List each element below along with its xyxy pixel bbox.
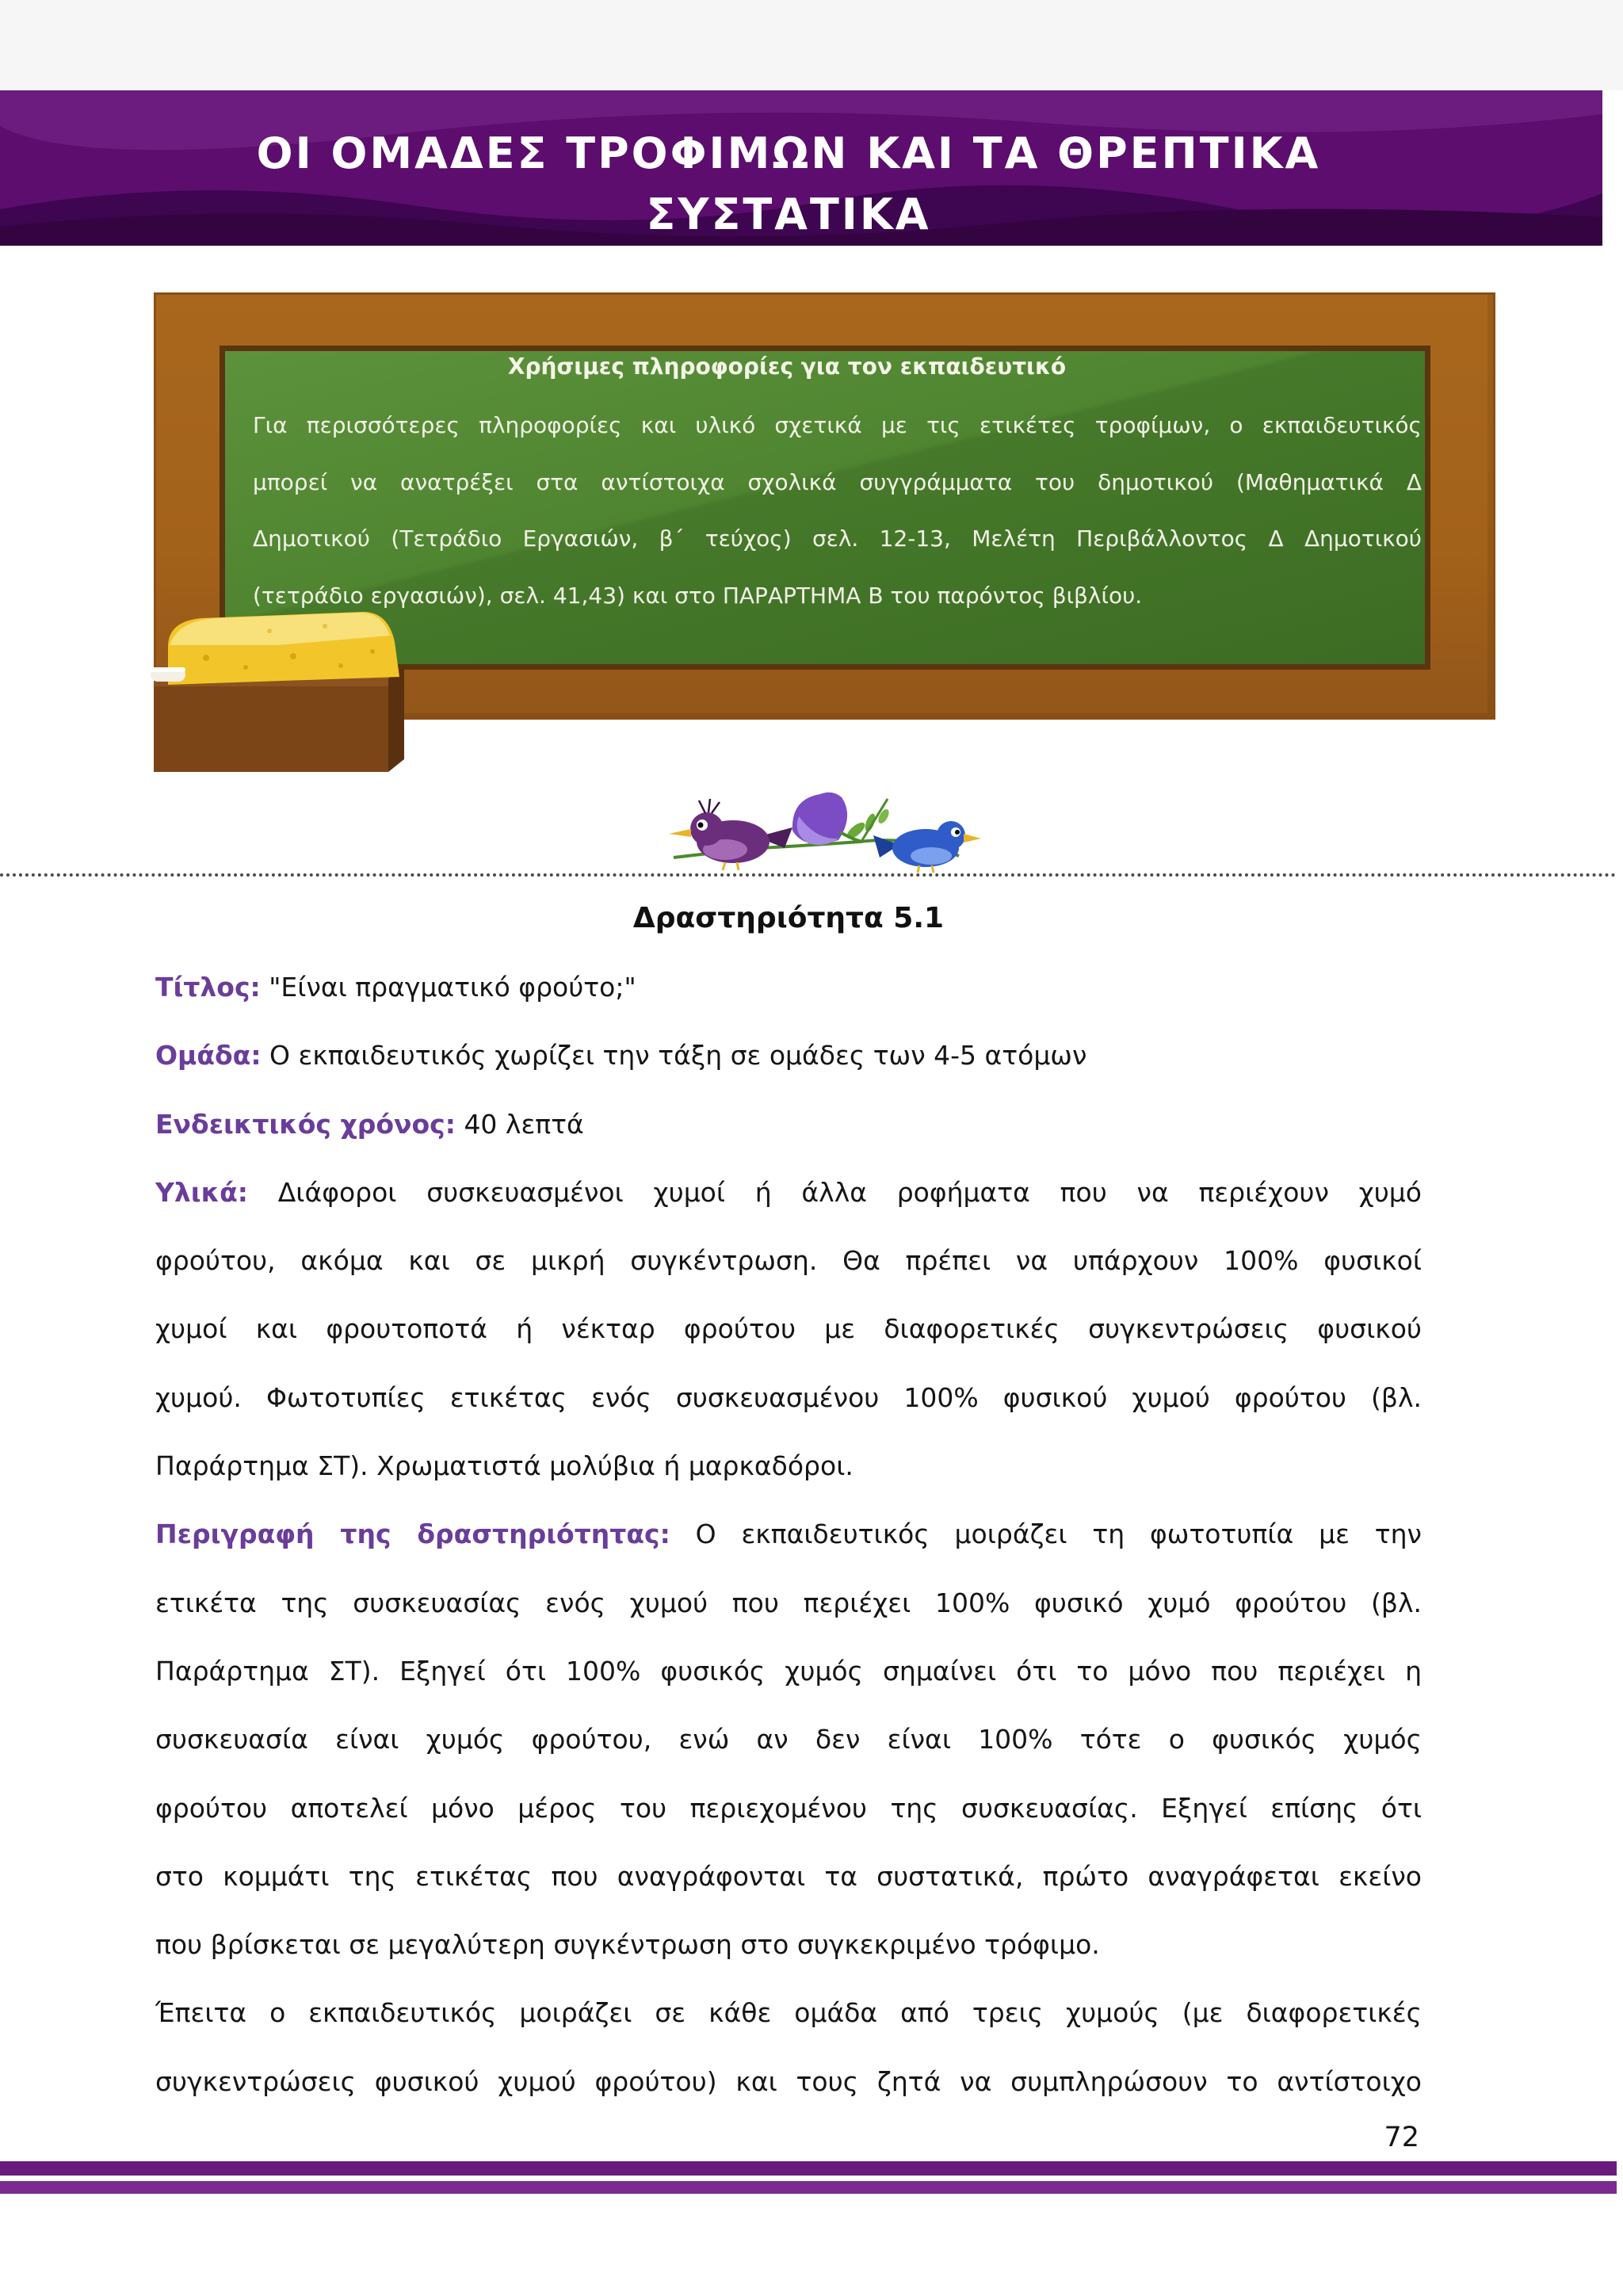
activity-duration-row [155,1091,1422,1159]
activity-duration-text: 40 λεπτά [464,1108,584,1140]
activity-title-row [155,953,1422,1022]
description-line: φρούτου αποτελεί μόνο μέρος του περιεχομένου της συσκευασίας. Εξηγεί επίσης ότι [155,1792,1422,1824]
section-divider [0,873,1617,877]
continuation-line: Έπειτα ο εκπαιδευτικός μοιράζει σε κάθε ομάδα από τρεις χυμούς (με διαφορετικές [155,1997,1422,2029]
activity-group-label: Ομάδα: [155,1040,262,1072]
description-label: Περιγραφή της δραστηριότητας: [155,1519,670,1550]
chalkboard-text [253,397,1422,624]
materials-line: χυμοί και φρουτοποτά ή νέκταρ φρούτου με διαφορετικές συγκεντρώσεις φυσικού [155,1313,1422,1345]
chalkboard-heading: Χρήσιμες πληροφορίες για τον εκπαιδευτικό [507,353,1067,380]
chalkboard-text-line: Για περισσότερες πληροφορίες και υλικό σχετικά με τις ετικέτες τροφίμων, ο εκπαιδευτικός [253,412,1422,438]
materials-line [155,1159,1422,1227]
activity-body [155,953,1422,2116]
description-line [155,1500,1422,1568]
top-margin [0,0,1623,90]
activity-title-label: Τίτλος: [155,972,261,1003]
description-text: Ο εκπαιδευτικός μοιράζει τη φωτοτυπία με την [695,1519,1422,1550]
chapter-title-line-2: ΣΥΣΤΑΤΙΚΑ [646,189,931,239]
birds-flower-decoration [658,785,991,876]
chalk-eraser-illustration [151,610,412,777]
materials-line: φρούτου, ακόμα και σε μικρή συγκέντρωση. Θα πρέπει να υπάρχουν 100% φυσικοί [155,1245,1422,1277]
description-line: που βρίσκεται σε μεγαλύτερη συγκέντρωση στο συγκεκριμένο τρόφιμο. [155,1929,1100,1961]
activity-title-text: "Είναι πραγματικό φρούτο;" [269,972,636,1003]
description-line: συσκευασία είναι χυμός φρούτου, ενώ αν δεν είναι 100% τότε ο φυσικός χυμός [155,1724,1422,1755]
description-line: Παράρτημα ΣΤ). Εξηγεί ότι 100% φυσικός χυμός σημαίνει ότι το μόνο που περιέχει η [155,1655,1422,1687]
chalkboard-text-line: (τετράδιο εργασιών), σελ. 41,43) και στο ΠΑΡΑΡΤΗΜΑ Β του παρόντος βιβλίου. [253,582,1143,609]
chapter-title-line-1: ΟΙ ΟΜΑΔΕΣ ΤΡΟΦΙΜΩΝ ΚΑΙ ΤΑ ΘΡΕΠΤΙΚΑ [256,128,1321,178]
materials-label: Υλικά: [155,1176,248,1208]
materials-line: χυμού. Φωτοτυπίες ετικέτας ενός συσκευασμένου 100% φυσικού χυμού φρούτου (βλ. [155,1381,1422,1413]
header-banner [0,90,1602,246]
chalkboard-text-line: μπορεί να ανατρέξει στα αντίστοιχα σχολικά συγγράμματα του δημοτικού (Μαθηματικά Δ [253,468,1422,495]
activity-group-row [155,1022,1422,1090]
activity-group-text: Ο εκπαιδευτικός χωρίζει την τάξη σε ομάδες των 4-5 ατόμων [269,1040,1087,1072]
footer-stripe [0,2181,1617,2194]
activity-heading: Δραστηριότητα 5.1 [632,902,945,934]
continuation-line: συγκεντρώσεις φυσικού χυμού φρούτου) και τους ζητά να συμπληρώσουν το αντίστοιχο [155,2065,1422,2097]
activity-duration-label: Ενδεικτικός χρόνος: [155,1108,456,1140]
description-line: στο κομμάτι της ετικέτας που αναγράφονται τα συστατικά, πρώτο αναγράφεται εκείνο [155,1860,1422,1892]
materials-text: Διάφοροι συσκευασμένοι χυμοί ή άλλα ροφήματα που να περιέχουν χυμό [277,1176,1422,1208]
footer-stripe [0,2161,1617,2176]
materials-line: Παράρτημα ΣΤ). Χρωματιστά μολύβια ή μαρκαδόροι. [155,1450,854,1482]
chalkboard-text-line: Δημοτικού (Τετράδιο Εργασιών, β΄ τεύχος) σελ. 12-13, Μελέτη Περιβάλλοντος Δ Δημοτικού [253,525,1422,552]
description-line: ετικέτα της συσκευασίας ενός χυμού που περιέχει 100% φυσικό χυμό φρούτου (βλ. [155,1587,1422,1618]
page-number: 72 [1384,2122,1419,2153]
